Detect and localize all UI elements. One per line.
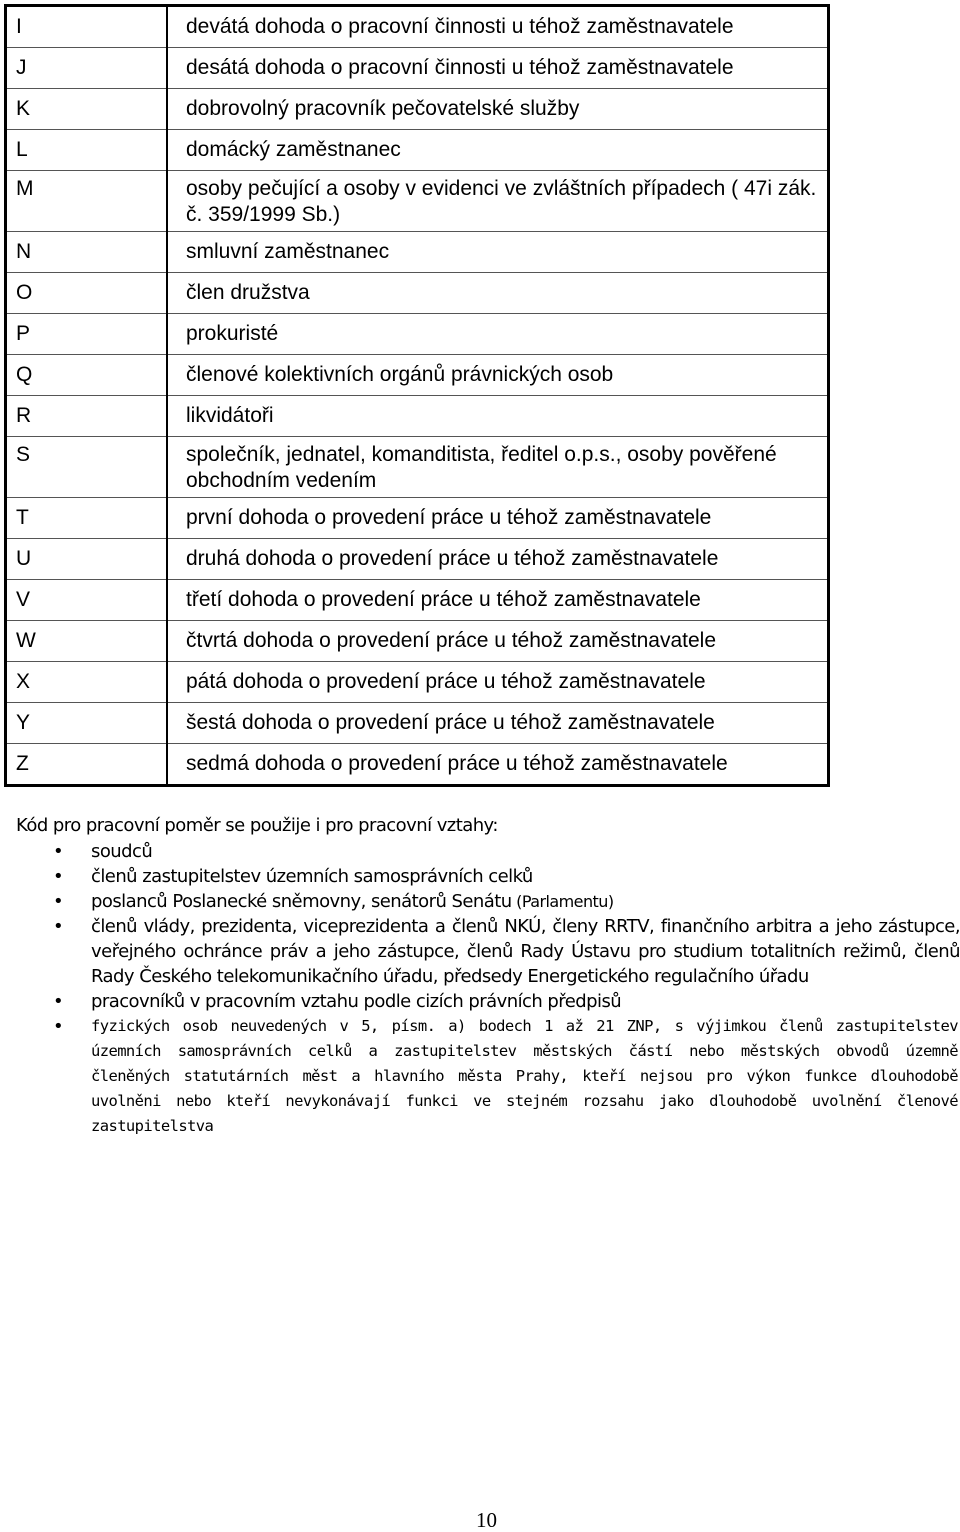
list-item-text: poslanců Poslanecké sněmovny, senátorů Senátu <box>91 891 512 912</box>
row-description: desátá dohoda o pracovní činnosti u téhož zaměstnavatele <box>167 48 829 89</box>
row-description: šestá dohoda o provedení práce u téhož zaměstnavatele <box>167 703 829 744</box>
code-table-body <box>6 6 829 786</box>
row-code: O <box>6 273 168 314</box>
table-row <box>6 6 829 48</box>
row-description: devátá dohoda o pracovní činnosti u téhož zaměstnavatele <box>167 6 829 48</box>
row-code: T <box>6 498 168 539</box>
list-item <box>16 839 960 864</box>
row-description: pátá dohoda o provedení práce u téhož zaměstnavatele <box>167 662 829 703</box>
bullet-icon: • <box>53 916 64 937</box>
row-code: L <box>6 130 168 171</box>
row-description: prokuristé <box>167 314 829 355</box>
row-code: Y <box>6 703 168 744</box>
list-item-text: soudců <box>91 841 153 862</box>
bullet-icon: • <box>53 991 64 1012</box>
notes-section <box>16 813 960 1139</box>
row-description: osoby pečující a osoby v evidenci ve zvláštních případech ( 47i zák. č. 359/1999 Sb.) <box>167 171 829 232</box>
row-description: první dohoda o provedení práce u téhož zaměstnavatele <box>167 498 829 539</box>
table-row <box>6 232 829 273</box>
notes-intro: Kód pro pracovní poměr se použije i pro pracovní vztahy: <box>16 815 498 836</box>
table-row <box>6 498 829 539</box>
row-code: R <box>6 396 168 437</box>
list-item <box>16 889 960 914</box>
row-description: čtvrtá dohoda o provedení práce u téhož zaměstnavatele <box>167 621 829 662</box>
table-row <box>6 662 829 703</box>
row-code: W <box>6 621 168 662</box>
table-row <box>6 89 829 130</box>
table-row <box>6 130 829 171</box>
bullet-icon: • <box>53 891 64 912</box>
row-description: likvidátoři <box>167 396 829 437</box>
row-code: U <box>6 539 168 580</box>
row-description: sedmá dohoda o provedení práce u téhož zaměstnavatele <box>167 744 829 786</box>
notes-list <box>16 839 960 1139</box>
bullet-icon: • <box>53 841 64 862</box>
list-item-text: členů vlády, prezidenta, viceprezidenta a členů NKÚ, členy RRTV, finančního arbitra a jeho zástupce, veřejného ochránce práv a jeho zástupce, členů Rady Ústavu pro studium totalitních režimů, členů Rady Českého telekomunikačního úřadu, předsedy Energetického regulačního úřadu <box>91 916 960 987</box>
list-item <box>16 989 960 1014</box>
row-description: dobrovolný pracovník pečovatelské služby <box>167 89 829 130</box>
row-code: K <box>6 89 168 130</box>
list-item <box>16 864 960 889</box>
row-description: společník, jednatel, komanditista, ředitel o.p.s., osoby pověřené obchodním vedením <box>167 437 829 498</box>
bullet-icon: • <box>53 1016 64 1037</box>
list-item-text: pracovníků v pracovním vztahu podle cizích právních předpisů <box>91 991 622 1012</box>
row-code: I <box>6 6 168 48</box>
row-code: N <box>6 232 168 273</box>
table-row <box>6 621 829 662</box>
row-description: smluvní zaměstnanec <box>167 232 829 273</box>
row-description: člen družstva <box>167 273 829 314</box>
page-number: 10 <box>476 1508 497 1532</box>
table-row <box>6 171 829 232</box>
table-row <box>6 273 829 314</box>
row-code: V <box>6 580 168 621</box>
table-row <box>6 437 829 498</box>
row-code: X <box>6 662 168 703</box>
table-row <box>6 355 829 396</box>
row-description: členové kolektivních orgánů právnických osob <box>167 355 829 396</box>
list-item-suffix: (Parlamentu) <box>511 892 614 911</box>
list-item <box>16 914 960 989</box>
list-item-text: členů zastupitelstev územních samosprávních celků <box>91 866 533 887</box>
table-row <box>6 744 829 786</box>
bullet-icon: • <box>53 866 64 887</box>
row-code: J <box>6 48 168 89</box>
row-code: Z <box>6 744 168 786</box>
row-code: S <box>6 437 168 498</box>
table-row <box>6 539 829 580</box>
table-row <box>6 314 829 355</box>
table-row <box>6 396 829 437</box>
row-code: P <box>6 314 168 355</box>
table-row <box>6 703 829 744</box>
row-code: Q <box>6 355 168 396</box>
row-code: M <box>6 171 168 232</box>
row-description: třetí dohoda o provedení práce u téhož zaměstnavatele <box>167 580 829 621</box>
code-table <box>4 4 830 787</box>
list-item-text: fyzických osob neuvedených v 5, písm. a) bodech 1 až 21 ZNP, s výjimkou členů zastupitelstev územních samosprávních celků a zastupitelstev městských částí nebo městských obvodů územně členěných statutárních měst a hlavního města Prahy, kteří nejsou pro výkon funkce dlouhodobě uvolněni nebo kteří nevykonávají funkci ve stejném rozsahu jako dlouhodobě uvolnění členové zastupitelstva <box>91 1017 958 1135</box>
table-row <box>6 48 829 89</box>
row-description: domácký zaměstnanec <box>167 130 829 171</box>
list-item <box>16 1014 960 1139</box>
table-row <box>6 580 829 621</box>
row-description: druhá dohoda o provedení práce u téhož zaměstnavatele <box>167 539 829 580</box>
